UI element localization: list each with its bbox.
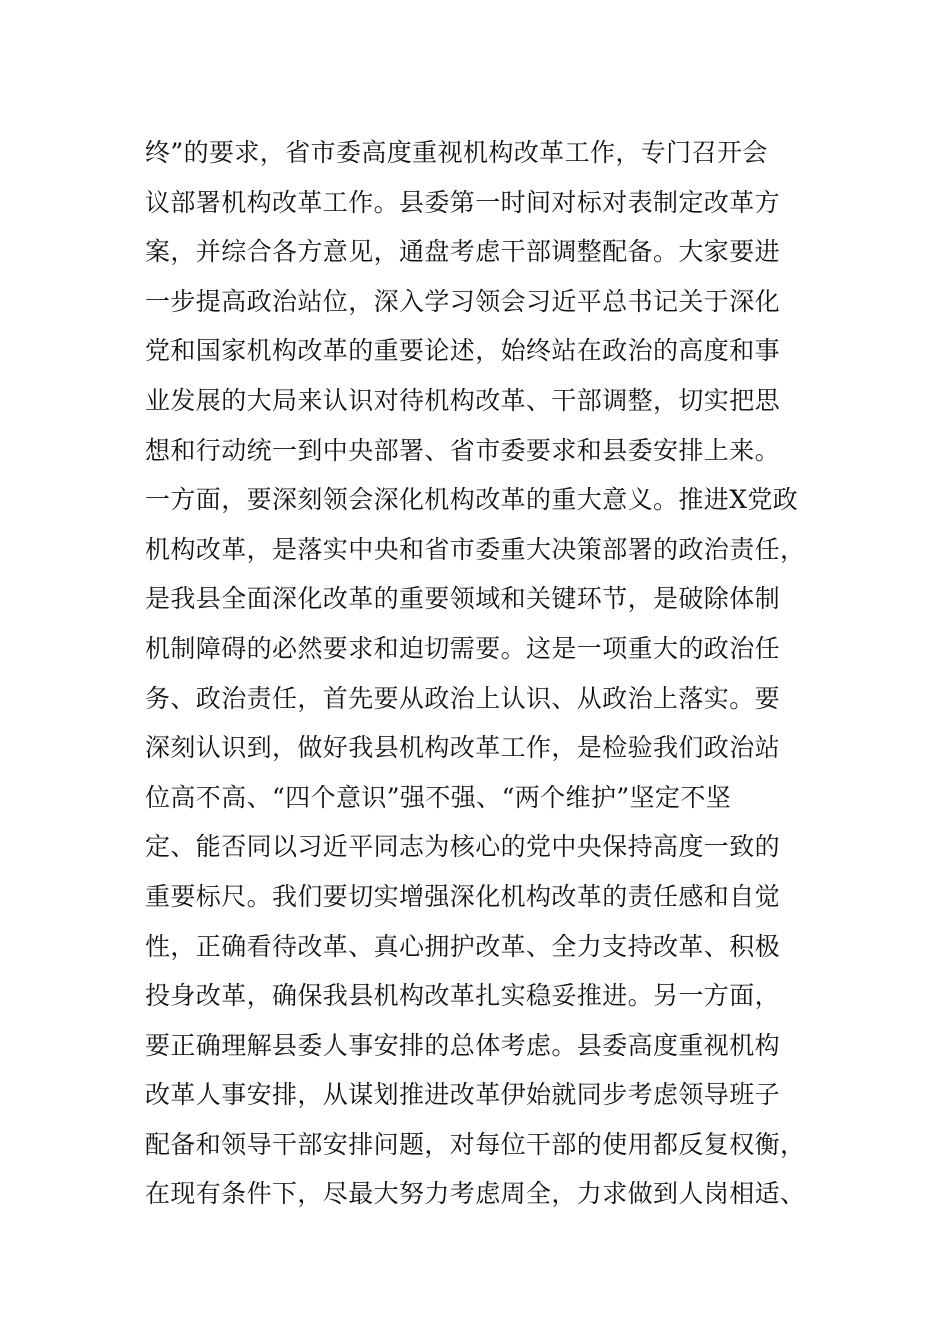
text-line: 深刻认识到，做好我县机构改革工作，是检验我们政治站 xyxy=(145,733,781,763)
text-line: 改革人事安排，从谋划推进改革伊始就同步考虑领导班子 xyxy=(145,1080,781,1110)
text-line: 位高不高、“四个意识”强不强、“两个维护”坚定不坚 xyxy=(145,782,732,812)
text-line: 务、政治责任，首先要从政治上认识、从政治上落实。要 xyxy=(145,683,781,713)
text-line: 一步提高政治站位，深入学习领会习近平总书记关于深化 xyxy=(145,286,781,316)
body-text xyxy=(145,128,825,1219)
text-line: 党和国家机构改革的重要论述，始终站在政治的高度和事 xyxy=(145,336,781,366)
text-line: 是我县全面深化改革的重要领域和关键环节，是破除体制 xyxy=(145,584,781,614)
text-line: 在现有条件下，尽最大努力考虑周全，力求做到人岗相适、 xyxy=(145,1179,806,1209)
text-line: 重要标尺。我们要切实增强深化机构改革的责任感和自觉 xyxy=(145,881,781,911)
text-line: 投身改革，确保我县机构改革扎实稳妥推进。另一方面， xyxy=(145,981,781,1011)
text-line: 性，正确看待改革、真心拥护改革、全力支持改革、积极 xyxy=(145,931,781,961)
text-line: 议部署机构改革工作。县委第一时间对标对表制定改革方 xyxy=(145,187,781,217)
text-line: 一方面，要深刻领会深化机构改革的重大意义。推进X党政 xyxy=(145,485,799,515)
text-line: 机制障碍的必然要求和迫切需要。这是一项重大的政治任 xyxy=(145,633,781,663)
text-line: 案，并综合各方意见，通盘考虑干部调整配备。大家要进 xyxy=(145,237,781,267)
text-line: 想和行动统一到中央部署、省市委要求和县委安排上来。 xyxy=(145,435,781,465)
text-line: 定、能否同以习近平同志为核心的党中央保持高度一致的 xyxy=(145,832,781,862)
text-line: 终”的要求，省市委高度重视机构改革工作，专门召开会 xyxy=(145,138,768,167)
text-line: 机构改革，是落实中央和省市委重大决策部署的政治责任， xyxy=(145,534,806,564)
text-line: 业发展的大局来认识对待机构改革、干部调整，切实把思 xyxy=(145,385,781,415)
text-line: 要正确理解县委人事安排的总体考虑。县委高度重视机构 xyxy=(145,1030,781,1060)
text-line: 配备和领导干部安排问题，对每位干部的使用都反复权衡， xyxy=(145,1129,806,1159)
